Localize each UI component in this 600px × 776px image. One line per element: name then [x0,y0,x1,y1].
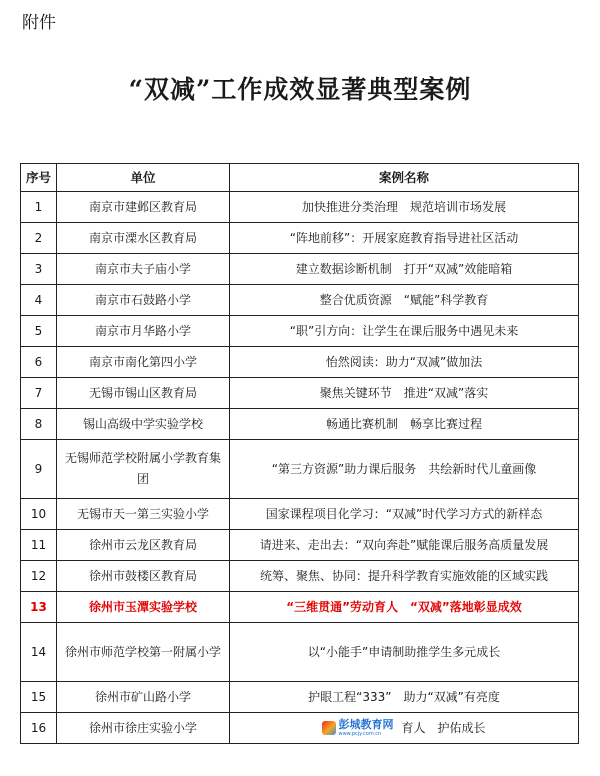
table-row [21,285,579,316]
row-case: 护眼工程“333” 助力“双减”有亮度 [230,682,579,713]
table-row [21,223,579,254]
row-number: 3 [21,254,57,285]
row-unit: 徐州市徐庄实验小学 [57,713,230,744]
table-row [21,409,579,440]
row-case: 以“小能手”申请制助推学生多元成长 [230,623,579,682]
row-unit: 南京市建邺区教育局 [57,192,230,223]
watermark-url: www.pcjy.com.cn [338,731,382,737]
row-case: 请进来、走出去：“双向奔赴”赋能课后服务高质量发展 [230,530,579,561]
row-case: 畅通比赛机制 畅享比赛过程 [230,409,579,440]
case-table [20,163,579,744]
row-unit: 徐州市玉潭实验学校 [57,592,230,623]
row-case: 聚焦关键环节 推进“双减”落实 [230,378,579,409]
watermark-text: 彭城教育网 [338,718,394,731]
watermark-logo [322,719,400,737]
row-number: 16 [21,713,57,744]
row-case: 国家课程项目化学习：“双减”时代学习方式的新样态 [230,499,579,530]
table-row [21,316,579,347]
header-case-name: 案例名称 [230,164,579,192]
watermark-logo-icon [322,721,336,735]
row-case: “阵地前移”：开展家庭教育指导进社区活动 [230,223,579,254]
row-unit: 无锡市天一第三实验小学 [57,499,230,530]
row-number: 1 [21,192,57,223]
row-number: 4 [21,285,57,316]
row-number: 6 [21,347,57,378]
row-number: 15 [21,682,57,713]
row-case: “职”引方向：让学生在课后服务中遇见未来 [230,316,579,347]
row-number: 9 [21,440,57,499]
row-case: 育人 护佑成长 [401,720,486,735]
header-number: 序号 [21,164,57,192]
table-row [21,713,579,744]
row-number: 11 [21,530,57,561]
row-number: 8 [21,409,57,440]
row-unit: 南京市夫子庙小学 [57,254,230,285]
table-row [21,623,579,682]
row-unit: 南京市石鼓路小学 [57,285,230,316]
row-number: 14 [21,623,57,682]
table-row [21,561,579,592]
row-unit: 无锡市锡山区教育局 [57,378,230,409]
row-case: 怡然阅读：助力“双减”做加法 [230,347,579,378]
table-row-highlighted [21,592,579,623]
row-case: 加快推进分类治理 规范培训市场发展 [230,192,579,223]
row-case: “第三方资源”助力课后服务 共绘新时代儿童画像 [230,440,579,499]
row-unit: 徐州市师范学校第一附属小学 [57,623,230,682]
row-case: “三维贯通”劳动育人 “双减”落地彰显成效 [230,592,579,623]
row-unit: 无锡师范学校附属小学教育集团 [57,440,230,499]
table-header-row [21,164,579,192]
attachment-label: 附件 [22,13,56,33]
row-unit: 徐州市鼓楼区教育局 [57,561,230,592]
table-row [21,499,579,530]
table-row [21,192,579,223]
row-number: 2 [21,223,57,254]
table-row [21,530,579,561]
row-case: 整合优质资源 “赋能”科学教育 [230,285,579,316]
page-title: “双减”工作成效显著典型案例 [128,75,472,104]
row-unit: 徐州市云龙区教育局 [57,530,230,561]
row-unit: 南京市月华路小学 [57,316,230,347]
row-unit: 徐州市矿山路小学 [57,682,230,713]
table-row [21,347,579,378]
row-number: 13 [21,592,57,623]
header-unit: 单位 [57,164,230,192]
row-unit: 锡山高级中学实验学校 [57,409,230,440]
row-number: 5 [21,316,57,347]
table-row [21,378,579,409]
row-number: 10 [21,499,57,530]
row-case: 统筹、聚焦、协同：提升科学教育实施效能的区域实践 [230,561,579,592]
table-row [21,440,579,499]
row-unit: 南京市南化第四小学 [57,347,230,378]
row-number: 7 [21,378,57,409]
table-row [21,254,579,285]
row-number: 12 [21,561,57,592]
row-case: 建立数据诊断机制 打开“双减”效能暗箱 [230,254,579,285]
table-row [21,682,579,713]
row-unit: 南京市溧水区教育局 [57,223,230,254]
row-case-with-watermark [230,713,579,744]
